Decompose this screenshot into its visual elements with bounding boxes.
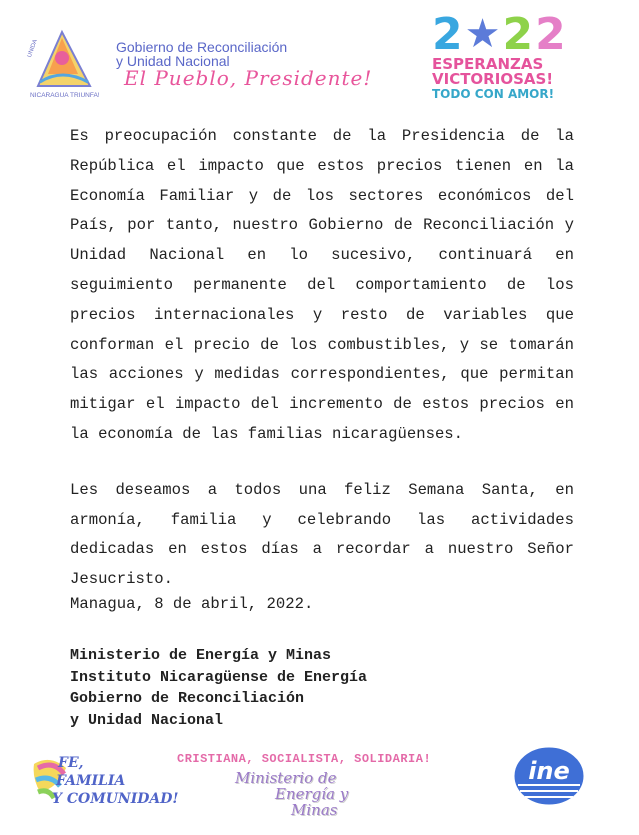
seal-bottom-text: NICARAGUA TRIUNFA!: [30, 92, 100, 99]
fe-line1: FE,: [58, 755, 84, 771]
fe-line2: FAMILIA: [56, 773, 126, 789]
year-logo-line2: VICTORIOSAS!: [432, 70, 554, 88]
paragraph-1: Es preocupación constante de la Presidencia de la República el impacto que estos precios tienen en la Economía Familiar y de los sectores económicos del País, por tanto, nuestro Gobierno de Reconciliación y Unidad Nacional en lo sucesivo, continuará en seguimiento permanente del comportamiento de los precios internacionales y resto de variables que conforman el precio de los combustibles, y se tomarán las acciones y medidas correspondientes, que permitan mitigar el impacto del incremento de estos precios en la economía de las familias nicaragüenses.: [70, 127, 574, 443]
ine-logo-text: ine: [528, 757, 570, 785]
fe-line3: Y COMUNIDAD!: [52, 791, 179, 807]
letter-body: [70, 122, 574, 595]
signature-line1: Ministerio de Energía y Minas: [70, 647, 332, 664]
paragraph-2: Les deseamos a todos una feliz Semana Santa, en armonía, familia y celebrando las actividades dedicadas en estos días a recordar a nuestro Señor Jesucristo.: [70, 480, 574, 589]
signature-line3: Gobierno de Reconciliación: [70, 690, 305, 707]
mem-logo: [235, 770, 415, 818]
year-2022-logo: [432, 9, 602, 104]
government-title: [116, 40, 287, 68]
signature-line4: y Unidad Nacional: [70, 711, 224, 729]
slogan: El Pueblo, Presidente!: [124, 66, 373, 90]
mem-line3: Minas: [291, 801, 338, 819]
government-title-line1: Gobierno de Reconciliación: [116, 39, 288, 55]
letterhead: [0, 0, 639, 110]
date-line: Managua, 8 de abril, 2022.: [70, 595, 314, 613]
footer: [0, 740, 639, 835]
government-title-line2: y Unidad Nacional: [116, 53, 230, 69]
seal-top-text: UNIDA: [26, 38, 39, 59]
year-logo-line1: ESPERANZAS: [432, 55, 544, 73]
signature-block: [70, 645, 367, 731]
mem-line2: Energía y: [275, 785, 349, 803]
footer-motto: CRISTIANA, SOCIALISTA, SOLIDARIA!: [177, 752, 432, 766]
government-seal-logo: [26, 24, 118, 100]
signature-line2: Instituto Nicaragüense de Energía: [70, 668, 368, 686]
fe-familia-comunidad-text: [52, 754, 179, 808]
star-icon: ★: [464, 11, 503, 57]
year-number: 2★22: [432, 9, 568, 60]
year-logo-line3: TODO CON AMOR!: [432, 87, 555, 101]
mem-line1: Ministerio de: [235, 769, 337, 787]
